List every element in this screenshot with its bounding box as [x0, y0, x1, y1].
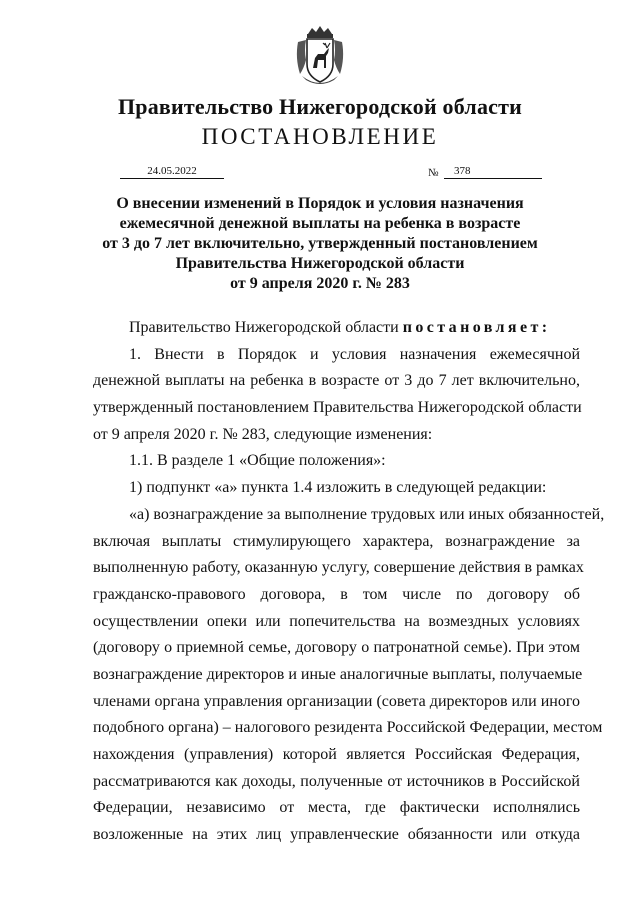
subject-line: ежемесячной денежной выплаты на ребенка в возрасте [119, 215, 521, 232]
body-line: 1. Внести в Порядок и условия назначения ежемесячной [129, 345, 580, 363]
body-line: Федерации, независимо от места, где фактически исполнялись [93, 799, 580, 817]
document-type: ПОСТАНОВЛЕНИЕ [201, 124, 439, 149]
intro-text: Правительство Нижегородской области [129, 319, 403, 336]
body-line: выполненную работу, оказанную услугу, совершение действия в рамках [93, 559, 584, 577]
body-line: возложенные на этих лиц управленческие обязанности или откуда [93, 826, 580, 844]
subject-line: О внесении изменений в Порядок и условия назначения [116, 195, 524, 212]
document-date: 24.05.2022 [120, 164, 224, 179]
body-line: утвержденный постановлением Правительства Нижегородской области [93, 399, 582, 417]
body-line: членами органа управления организации (совета директоров или иного [93, 692, 580, 710]
intro-line [93, 315, 580, 342]
document-subject [0, 194, 640, 294]
body-line: подобного органа) – налогового резидента Российской Федерации, местом [93, 719, 603, 737]
subject-line: от 3 до 7 лет включительно, утвержденный постановлением [102, 235, 538, 252]
body-line: гражданско-правового договора, в том числе по договору об [93, 585, 580, 603]
body-line: нахождения (управления) которой является Российская Федерация, [93, 746, 580, 763]
body-line: рассматриваются как доходы, полученные от источников в Российской [93, 772, 580, 790]
coat-of-arms-icon [294, 24, 346, 90]
body-line: 1.1. В разделе 1 «Общие положения»: [129, 452, 386, 470]
decree-word: постановляет: [402, 319, 551, 336]
body-line: от 9 апреля 2020 г. № 283, следующие изменения: [93, 425, 433, 443]
body-line: осуществлении опеки или попечительства на возмездных условиях [93, 612, 580, 630]
body-line: 1) подпункт «а» пункта 1.4 изложить в следующей редакции: [129, 479, 547, 497]
government-title: Правительство Нижегородской области [117, 94, 522, 119]
body-line: включая выплаты стимулирующего характера, вознаграждение за [93, 532, 580, 550]
body-line: (договору о приемной семье, договору о патронатной семье). При этом [93, 639, 580, 657]
document-body [93, 315, 605, 849]
number-sign: № [428, 167, 439, 179]
subject-line: Правительства Нижегородской области [175, 255, 465, 272]
subject-line: от 9 апреля 2020 г. № 283 [230, 275, 410, 292]
document-number: 378 [444, 164, 542, 179]
body-line: «а) вознаграждение за выполнение трудовых или иных обязанностей, [129, 505, 605, 523]
body-line: денежной выплаты на ребенка в возрасте от 3 до 7 лет включительно, [93, 372, 580, 390]
body-line: вознаграждение директоров и иные аналогичные выплаты, получаемые [93, 665, 583, 683]
